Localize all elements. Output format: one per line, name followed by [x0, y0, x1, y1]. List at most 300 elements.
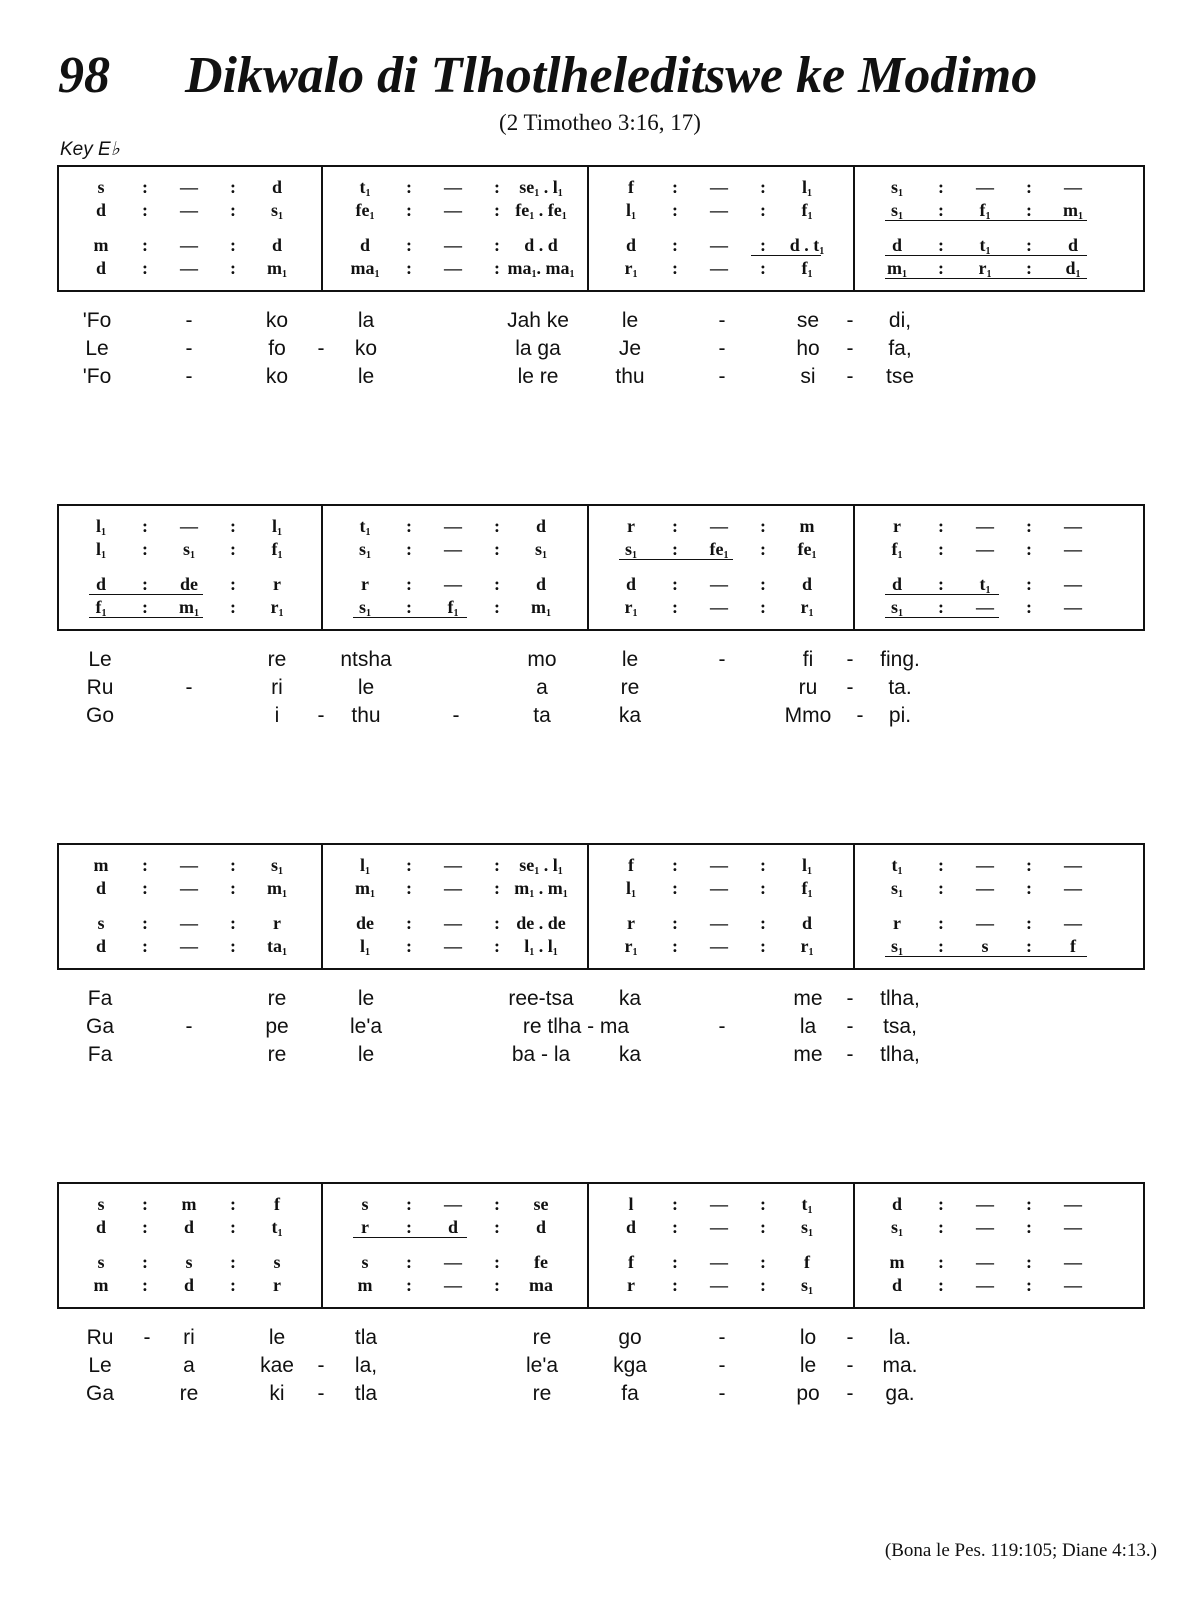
solfa-note: —: [710, 574, 728, 594]
lyric-syllable: -: [846, 365, 854, 388]
solfa-note: —: [1064, 597, 1082, 617]
lyric-syllable: thu: [351, 704, 381, 727]
solfa-note: —: [976, 1252, 994, 1272]
solfa-note: $t_1$: [359, 516, 371, 538]
solfa-note: :: [406, 936, 412, 956]
slur-underline: [353, 1237, 467, 1238]
lyric-syllable: la: [357, 309, 375, 332]
solfa-note: —: [180, 200, 198, 220]
lyric-syllable: 'Fo: [82, 365, 112, 388]
solfa-note: $s_1$: [890, 597, 904, 619]
solfa-note: —: [710, 1275, 728, 1295]
barline: [587, 845, 589, 968]
barline: [321, 506, 323, 629]
barline: [321, 167, 323, 290]
solfa-note: —: [444, 539, 462, 559]
solfa-note: de . de: [516, 913, 566, 933]
solfa-note: $f_1$: [801, 200, 813, 222]
solfa-note: r: [361, 574, 369, 594]
solfa-note: :: [406, 235, 412, 255]
solfa-note: :: [142, 597, 148, 617]
lyric-syllable: re: [267, 1043, 287, 1066]
solfa-note: $f_1$: [95, 597, 107, 619]
solfa-note: :: [672, 516, 678, 536]
barline: [321, 1184, 323, 1307]
solfa-note: d: [891, 574, 903, 594]
lyric-syllable: -: [718, 365, 726, 388]
lyric-syllable: le: [357, 1043, 375, 1066]
solfa-note: $r_1$: [270, 597, 284, 619]
solfa-note: :: [938, 597, 944, 617]
solfa-note: :: [494, 200, 500, 220]
solfa-note: $fe_1$ . $fe_1$: [515, 200, 567, 222]
solfa-note: :: [494, 177, 500, 197]
solfa-note: ma: [529, 1275, 553, 1295]
solfa-note: :: [672, 1217, 678, 1237]
solfa-note: :: [1026, 878, 1032, 898]
slur-underline: [751, 255, 821, 256]
lyric-syllable: ki: [269, 1382, 285, 1405]
solfa-note: $r_1$: [624, 936, 638, 958]
lyric-syllable: Ru: [86, 1326, 114, 1349]
lyric-syllable: a: [183, 1354, 195, 1377]
solfa-note: :: [672, 1252, 678, 1272]
solfa-note: :: [406, 878, 412, 898]
lyric-syllable: di,: [888, 309, 912, 332]
solfa-note: f: [628, 855, 634, 875]
solfa-note: :: [938, 936, 944, 956]
solfa-note: r: [273, 913, 281, 933]
solfa-note: :: [406, 574, 412, 594]
solfa-note: m: [889, 1252, 905, 1272]
lyric-syllable: a: [536, 676, 548, 699]
lyric-syllable: -: [846, 987, 854, 1010]
solfa-note: :: [494, 913, 500, 933]
solfa-note: $m_1$: [179, 597, 199, 619]
solfa-note: —: [976, 1275, 994, 1295]
lyric-syllable: le: [621, 648, 639, 671]
solfa-note: d: [95, 878, 107, 898]
lyric-syllable: -: [185, 676, 193, 699]
solfa-note: —: [444, 878, 462, 898]
solfa-note: —: [1064, 913, 1082, 933]
solfa-note: :: [760, 597, 766, 617]
solfa-note: r: [627, 1275, 635, 1295]
solfa-note: $r_1$: [800, 936, 814, 958]
solfa-note: $l_1$: [801, 855, 813, 877]
solfa-note: d: [95, 200, 107, 220]
solfa-note: —: [710, 1217, 728, 1237]
solfa-note: $t_1$: [271, 1217, 283, 1239]
solfa-note: :: [406, 855, 412, 875]
solfa-note: :: [494, 1252, 500, 1272]
solfa-note: :: [230, 200, 236, 220]
slur-underline: [885, 278, 1087, 279]
solfa-note: —: [180, 235, 198, 255]
solfa-note: —: [180, 936, 198, 956]
lyric-syllable: me: [793, 1043, 823, 1066]
solfa-note: d: [183, 1217, 195, 1237]
solfa-note: :: [760, 574, 766, 594]
solfa-note: —: [1064, 574, 1082, 594]
solfa-note: $m_1$: [267, 878, 287, 900]
solfa-note: —: [976, 177, 994, 197]
solfa-note: —: [444, 177, 462, 197]
solfa-note: —: [444, 235, 462, 255]
solfa-note: d: [625, 235, 637, 255]
lyric-syllable: re: [532, 1382, 552, 1405]
solfa-note: :: [1026, 1194, 1032, 1214]
solfa-note: :: [938, 200, 944, 220]
solfa-note: de: [180, 574, 198, 594]
solfa-note: $l_1$: [625, 878, 637, 900]
key-signature: Key E♭: [60, 139, 120, 160]
solfa-note: d: [891, 1275, 903, 1295]
solfa-note: $r_1$: [978, 258, 992, 280]
hymn-number: 98: [58, 47, 110, 104]
solfa-note: —: [180, 177, 198, 197]
barline: [587, 1184, 589, 1307]
solfa-note: —: [444, 574, 462, 594]
tonic-solfa-system: [57, 1182, 1145, 1309]
solfa-note: :: [938, 177, 944, 197]
lyric-syllable: -: [317, 1382, 325, 1405]
solfa-note: :: [406, 516, 412, 536]
solfa-note: $r_1$: [800, 597, 814, 619]
lyric-syllable: Je: [618, 337, 642, 360]
solfa-note: :: [494, 1275, 500, 1295]
solfa-note: :: [1026, 855, 1032, 875]
solfa-note: :: [938, 1194, 944, 1214]
solfa-note: $fe_1$: [355, 200, 375, 222]
solfa-note: —: [710, 516, 728, 536]
solfa-note: —: [1064, 855, 1082, 875]
solfa-note: $s_1$: [890, 177, 904, 199]
barline: [853, 845, 855, 968]
solfa-note: —: [1064, 516, 1082, 536]
solfa-note: :: [406, 1275, 412, 1295]
lyric-syllable: po: [796, 1382, 820, 1405]
lyric-syllable: -: [143, 1326, 151, 1349]
solfa-note: $r_1$: [624, 258, 638, 280]
solfa-note: s: [981, 936, 989, 956]
solfa-note: $m_1$ . $m_1$: [514, 878, 568, 900]
lyric-syllable: ka: [618, 987, 642, 1010]
lyric-syllable: le'a: [525, 1354, 559, 1377]
lyric-syllable: tsa,: [883, 1015, 917, 1038]
solfa-note: :: [1026, 1217, 1032, 1237]
solfa-note: —: [710, 913, 728, 933]
solfa-note: d: [183, 1275, 195, 1295]
lyric-syllable: ta: [533, 704, 551, 727]
solfa-note: $r_1$: [624, 597, 638, 619]
solfa-note: :: [1026, 597, 1032, 617]
solfa-note: —: [444, 1252, 462, 1272]
solfa-note: d . $t_1$: [789, 235, 825, 257]
lyric-syllable: mo: [527, 648, 557, 671]
solfa-note: r: [627, 913, 635, 933]
solfa-note: $s_1$: [270, 200, 284, 222]
solfa-note: s: [97, 1252, 105, 1272]
lyric-syllable: tla: [354, 1326, 378, 1349]
lyric-syllable: la.: [888, 1326, 912, 1349]
solfa-note: $fe_1$: [797, 539, 817, 561]
solfa-note: :: [938, 258, 944, 278]
lyric-syllable: -: [185, 1015, 193, 1038]
solfa-note: :: [494, 855, 500, 875]
barline: [587, 167, 589, 290]
solfa-note: —: [976, 539, 994, 559]
solfa-note: $d_1$: [1065, 258, 1081, 280]
solfa-note: d: [95, 258, 107, 278]
lyric-syllable: lo: [799, 1326, 817, 1349]
scripture-reference: (2 Timotheo 3:16, 17): [499, 110, 701, 135]
solfa-note: $t_1$: [359, 177, 371, 199]
solfa-note: :: [938, 1275, 944, 1295]
solfa-note: d: [891, 1194, 903, 1214]
solfa-note: :: [142, 1252, 148, 1272]
solfa-note: :: [760, 177, 766, 197]
solfa-note: :: [230, 258, 236, 278]
solfa-note: —: [180, 913, 198, 933]
solfa-note: :: [406, 200, 412, 220]
solfa-note: d . d: [524, 235, 558, 255]
barline: [853, 167, 855, 290]
solfa-note: $t_1$: [979, 574, 991, 596]
footnote: (Bona le Pes. 119:105; Diane 4:13.): [884, 1540, 1157, 1561]
solfa-note: —: [180, 516, 198, 536]
lyric-syllable: -: [317, 1354, 325, 1377]
solfa-note: d: [801, 574, 813, 594]
solfa-note: $fe_1$: [709, 539, 729, 561]
solfa-note: —: [1064, 878, 1082, 898]
solfa-note: m: [93, 855, 109, 875]
solfa-note: :: [142, 200, 148, 220]
solfa-note: d: [891, 235, 903, 255]
lyric-syllable: le: [799, 1354, 817, 1377]
solfa-note: :: [230, 1217, 236, 1237]
lyric-syllable: -: [185, 365, 193, 388]
lyric-syllable: kga: [613, 1354, 647, 1377]
lyric-syllable: me: [793, 987, 823, 1010]
solfa-note: $f_1$: [801, 878, 813, 900]
solfa-note: :: [938, 516, 944, 536]
solfa-note: :: [494, 258, 500, 278]
solfa-note: s: [361, 1252, 369, 1272]
solfa-note: :: [938, 913, 944, 933]
lyric-syllable: fi: [802, 648, 814, 671]
lyric-syllable: -: [452, 704, 460, 727]
lyric-syllable: re: [267, 987, 287, 1010]
solfa-note: :: [760, 1252, 766, 1272]
solfa-note: —: [710, 1252, 728, 1272]
solfa-note: —: [1064, 1275, 1082, 1295]
solfa-note: r: [627, 516, 635, 536]
lyric-syllable: fa,: [888, 337, 912, 360]
lyric-syllable: ree-tsa: [508, 987, 574, 1010]
lyric-syllable: go: [618, 1326, 642, 1349]
hymn-title: Dikwalo di Tlhotlheleditswe ke Modimo: [185, 47, 1038, 104]
solfa-note: :: [672, 878, 678, 898]
solfa-note: :: [230, 1275, 236, 1295]
solfa-note: :: [672, 200, 678, 220]
lyric-syllable: le: [357, 676, 375, 699]
solfa-note: :: [1026, 1252, 1032, 1272]
lyric-syllable: ru: [798, 676, 818, 699]
solfa-note: :: [1026, 574, 1032, 594]
solfa-note: d: [625, 1217, 637, 1237]
solfa-note: :: [142, 1217, 148, 1237]
solfa-note: —: [1064, 177, 1082, 197]
solfa-note: f: [1070, 936, 1076, 956]
solfa-note: :: [406, 539, 412, 559]
solfa-note: m: [93, 235, 109, 255]
solfa-note: f: [628, 1252, 634, 1272]
solfa-note: :: [230, 1194, 236, 1214]
solfa-note: :: [230, 574, 236, 594]
solfa-note: $s_1$: [890, 1217, 904, 1239]
solfa-note: —: [710, 936, 728, 956]
solfa-note: s: [185, 1252, 193, 1272]
barline: [321, 845, 323, 968]
solfa-note: —: [180, 855, 198, 875]
lyric-syllable: ta.: [888, 676, 912, 699]
lyric-syllable: ko: [354, 337, 378, 360]
solfa-note: :: [672, 539, 678, 559]
solfa-note: :: [1026, 936, 1032, 956]
solfa-note: m: [181, 1194, 197, 1214]
solfa-note: —: [710, 258, 728, 278]
solfa-note: d: [625, 574, 637, 594]
solfa-note: :: [494, 1194, 500, 1214]
lyric-syllable: tse: [885, 365, 915, 388]
solfa-note: :: [672, 855, 678, 875]
solfa-note: —: [976, 855, 994, 875]
solfa-note: —: [444, 516, 462, 536]
lyric-syllable: pi.: [888, 704, 912, 727]
solfa-note: $s_1$: [358, 539, 372, 561]
solfa-note: —: [180, 878, 198, 898]
barline: [853, 1184, 855, 1307]
solfa-note: :: [494, 235, 500, 255]
solfa-note: $s_1$: [182, 539, 196, 561]
solfa-note: d: [535, 574, 547, 594]
solfa-note: m: [357, 1275, 373, 1295]
solfa-note: s: [273, 1252, 281, 1272]
solfa-note: l: [628, 1194, 634, 1214]
solfa-note: :: [760, 258, 766, 278]
lyric-syllable: tlha,: [880, 987, 920, 1010]
solfa-note: $l_1$: [95, 539, 107, 561]
solfa-note: m: [93, 1275, 109, 1295]
solfa-note: s: [97, 1194, 105, 1214]
solfa-note: fe: [534, 1252, 548, 1272]
lyric-syllable: -: [317, 704, 325, 727]
solfa-note: $s_1$: [800, 1217, 814, 1239]
lyric-syllable: -: [718, 1326, 726, 1349]
lyric-syllable: le'a: [349, 1015, 383, 1038]
solfa-note: s: [97, 913, 105, 933]
solfa-note: —: [1064, 539, 1082, 559]
solfa-note: d: [535, 1217, 547, 1237]
lyric-syllable: le: [268, 1326, 286, 1349]
solfa-note: :: [760, 1217, 766, 1237]
solfa-note: $f_1$: [801, 258, 813, 280]
solfa-note: :: [406, 597, 412, 617]
lyric-syllable: le re: [517, 365, 559, 388]
solfa-note: —: [444, 258, 462, 278]
lyric-syllable: se: [796, 309, 820, 332]
lyric-syllable: le: [357, 987, 375, 1010]
solfa-note: d: [95, 1217, 107, 1237]
solfa-note: :: [494, 878, 500, 898]
solfa-note: :: [938, 235, 944, 255]
slur-underline: [885, 594, 999, 595]
lyric-syllable: Mmo: [784, 704, 832, 727]
solfa-note: $f_1$: [271, 539, 283, 561]
solfa-note: :: [230, 913, 236, 933]
solfa-note: $l_1$: [95, 516, 107, 538]
solfa-note: $s_1$: [800, 1275, 814, 1297]
solfa-note: :: [672, 235, 678, 255]
solfa-note: $f_1$: [447, 597, 459, 619]
solfa-note: :: [230, 936, 236, 956]
solfa-note: :: [672, 936, 678, 956]
solfa-note: —: [444, 200, 462, 220]
solfa-note: :: [760, 878, 766, 898]
lyric-syllable: ko: [265, 309, 289, 332]
solfa-note: :: [760, 235, 766, 255]
solfa-note: :: [142, 878, 148, 898]
solfa-note: :: [142, 539, 148, 559]
solfa-note: —: [710, 597, 728, 617]
lyric-syllable: -: [718, 1354, 726, 1377]
solfa-note: $l_1$: [801, 177, 813, 199]
solfa-note: :: [142, 1275, 148, 1295]
lyric-syllable: Ru: [86, 676, 114, 699]
solfa-note: :: [230, 539, 236, 559]
solfa-note: r: [893, 913, 901, 933]
lyric-syllable: re tlha - ma: [522, 1015, 630, 1038]
tonic-solfa-system: [57, 504, 1145, 631]
solfa-note: $ta_1$: [267, 936, 287, 958]
solfa-note: —: [180, 258, 198, 278]
solfa-note: —: [976, 597, 994, 617]
solfa-note: $m_1$: [887, 258, 907, 280]
slur-underline: [885, 220, 1087, 221]
solfa-note: :: [1026, 913, 1032, 933]
lyric-syllable: thu: [615, 365, 645, 388]
lyric-syllable: ho: [796, 337, 820, 360]
solfa-note: d: [359, 235, 371, 255]
lyric-syllable: Le: [85, 337, 109, 360]
solfa-note: :: [142, 913, 148, 933]
solfa-note: :: [142, 936, 148, 956]
solfa-note: :: [494, 574, 500, 594]
solfa-note: $s_1$: [358, 597, 372, 619]
solfa-note: :: [406, 913, 412, 933]
solfa-note: d: [271, 235, 283, 255]
solfa-note: $t_1$: [979, 235, 991, 257]
solfa-note: :: [406, 1217, 412, 1237]
solfa-note: —: [710, 200, 728, 220]
lyric-syllable: Le: [88, 648, 112, 671]
solfa-note: $l_1$: [271, 516, 283, 538]
solfa-note: :: [494, 936, 500, 956]
solfa-note: :: [142, 1194, 148, 1214]
solfa-note: :: [938, 1217, 944, 1237]
solfa-note: f: [628, 177, 634, 197]
